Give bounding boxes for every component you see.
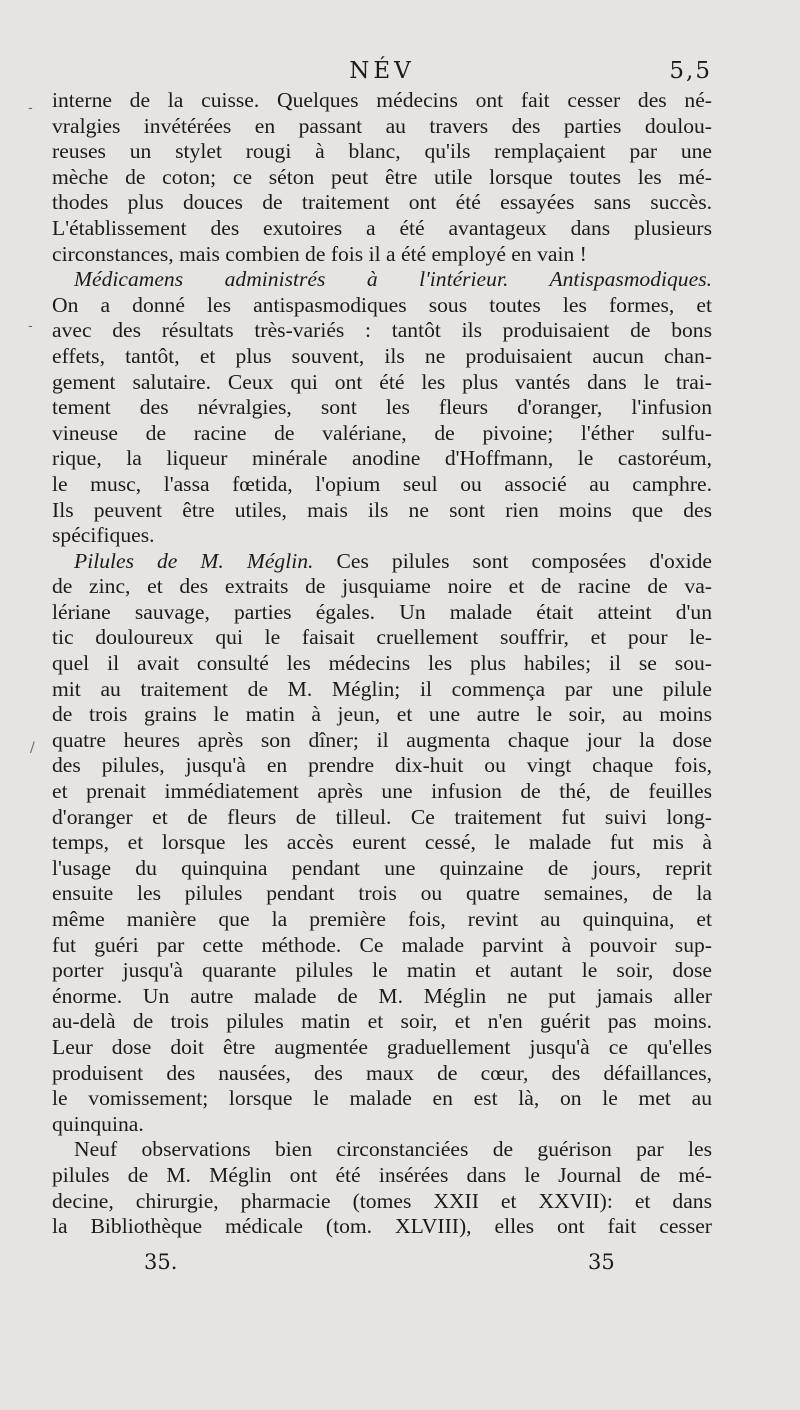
line-text: L'établissement des exutoires a été avantageux dans plusieurs [52, 215, 712, 240]
running-title: NÉV [349, 58, 415, 84]
text-line [52, 1214, 712, 1240]
text-line [52, 498, 712, 524]
line-text: rique, la liqueur minérale anodine d'Hoffmann, le castoréum, [52, 446, 712, 471]
line-text: d'oranger et de fleurs de tilleul. Ce traitement fut suivi long- [52, 804, 712, 829]
text-line [52, 242, 712, 268]
text-line [52, 779, 712, 805]
text-line [52, 651, 712, 677]
line-text: de zinc, et des extraits de jusquiame noire et de racine de va- [52, 574, 712, 599]
line-text: circonstances, mais combien de fois il a été employé en vain ! [52, 241, 587, 266]
text-line [52, 574, 712, 600]
text-line [52, 1137, 712, 1163]
text-line [52, 446, 712, 472]
line-text: spécifiques. [52, 523, 155, 548]
line-text: decine, chirurgie, pharmacie (tomes XXII et XXVII): et dans [52, 1188, 712, 1213]
line-text: fut guéri par cette méthode. Ce malade parvint à pouvoir sup- [52, 932, 712, 957]
page-footer [52, 1250, 712, 1280]
line-text: Ces pilules sont composées d'oxide [313, 548, 712, 573]
line-text: quel il avait consulté les médecins les plus habiles; il se sou- [52, 651, 712, 676]
margin-mark: - [28, 318, 33, 334]
text-line [52, 933, 712, 959]
line-text: quatre heures après son dîner; il augmenta chaque jour la dose [52, 727, 712, 752]
line-text: le musc, l'assa fœtida, l'opium seul ou associé au camphre. [52, 471, 712, 496]
line-text: même manière que la première fois, revint au quinquina, et [52, 907, 712, 931]
text-line [52, 881, 712, 907]
page-number: 5,5 [669, 58, 712, 84]
text-line [52, 421, 712, 447]
page-header [52, 58, 712, 92]
line-text: gement salutaire. Ceux qui ont été les plus vantés dans le trai- [52, 369, 712, 394]
text-line [52, 625, 712, 651]
line-text: de trois grains le matin à jeun, et une autre le soir, au moins [52, 702, 712, 727]
text-line [52, 267, 712, 293]
text-line [52, 1112, 712, 1138]
text-line [52, 1163, 712, 1189]
text-line [52, 523, 712, 549]
line-text: On a donné les antispasmodiques sous toutes les formes, et [52, 292, 712, 317]
line-text: interne de la cuisse. Quelques médecins ont fait cesser des né- [52, 88, 712, 112]
section-heading: Pilules de M. Méglin. [74, 548, 314, 573]
text-line [52, 370, 712, 396]
text-line [52, 114, 712, 140]
text-line [52, 165, 712, 191]
text-line [52, 728, 712, 754]
body-text [52, 88, 712, 1240]
text-line [52, 395, 712, 421]
line-text: mit au traitement de M. Méglin; il commença par une pilule [52, 676, 712, 701]
line-text: temps, et lorsque les accès eurent cessé, le malade fut mis à [52, 830, 712, 855]
text-line [52, 1009, 712, 1035]
text-line [52, 549, 712, 575]
line-text: Ils peuvent être utiles, mais ils ne sont rien moins que des [52, 497, 712, 522]
text-line [52, 472, 712, 498]
line-text: mèche de coton; ce séton peut être utile lorsque toutes les mé- [52, 164, 712, 189]
line-text: reuses un stylet rougi à blanc, qu'ils remplaçaient par une [52, 139, 712, 164]
line-text: porter jusqu'à quarante pilules le matin et autant le soir, dose [52, 958, 712, 983]
text-line [52, 88, 712, 114]
line-text: produisent des nausées, des maux de cœur, des défaillances, [52, 1060, 712, 1085]
line-text: lériane sauvage, parties égales. Un malade était atteint d'un [52, 599, 712, 624]
text-line [52, 190, 712, 216]
line-text: l'usage du quinquina pendant une quinzaine de jours, reprit [52, 855, 712, 880]
line-text: le vomissement; lorsque le malade en est là, on le met au [52, 1086, 712, 1111]
text-line [52, 1189, 712, 1215]
text-line [52, 139, 712, 165]
signature-mark: 35. [144, 1250, 178, 1274]
line-text: au-delà de trois pilules matin et soir, et n'en guérit pas moins. [52, 1009, 712, 1034]
section-heading: Médicamens administrés à l'intérieur. Antispasmodiques. [74, 267, 712, 292]
text-line [52, 677, 712, 703]
text-line [52, 344, 712, 370]
text-line [52, 216, 712, 242]
text-line [52, 1035, 712, 1061]
text-line [52, 318, 712, 344]
line-text: avec des résultats très-variés : tantôt ils produisaient de bons [52, 318, 712, 343]
line-text: et prenait immédiatement après une infusion de thé, de feuilles [52, 779, 712, 804]
line-text: tic douloureux qui le faisait cruellement souffrir, et pour le- [52, 625, 712, 650]
catchword: 35 [588, 1250, 615, 1274]
line-text: des pilules, jusqu'à en prendre dix-huit ou vingt chaque fois, [52, 753, 712, 778]
line-text: vralgies invétérées en passant au travers des parties doulou- [52, 113, 712, 138]
margin-mark: / [30, 740, 35, 756]
text-line [52, 1086, 712, 1112]
text-line [52, 753, 712, 779]
text-line [52, 907, 712, 933]
line-text: la Bibliothèque médicale (tom. XLVIII), elles ont fait cesser [52, 1214, 712, 1239]
line-text: vineuse de racine de valériane, de pivoine; l'éther sulfu- [52, 420, 712, 445]
line-text: Neuf observations bien circonstanciées de guérison par les [74, 1137, 712, 1162]
text-line [52, 293, 712, 319]
line-text: Leur dose doit être augmentée graduellement jusqu'à ce qu'elles [52, 1034, 712, 1059]
text-line [52, 600, 712, 626]
text-line [52, 1061, 712, 1087]
line-text: quinquina. [52, 1111, 144, 1136]
text-line [52, 702, 712, 728]
line-text: thodes plus douces de traitement ont été essayées sans succès. [52, 190, 712, 215]
text-line [52, 856, 712, 882]
text-line [52, 958, 712, 984]
text-line [52, 830, 712, 856]
text-line [52, 984, 712, 1010]
line-text: effets, tantôt, et plus souvent, ils ne produisaient aucun chan- [52, 343, 712, 368]
text-line [52, 805, 712, 831]
line-text: ensuite les pilules pendant trois ou quatre semaines, de la [52, 881, 712, 906]
line-text: énorme. Un autre malade de M. Méglin ne put jamais aller [52, 983, 712, 1008]
margin-mark: - [28, 100, 33, 116]
line-text: tement des névralgies, sont les fleurs d'oranger, l'infusion [52, 395, 712, 420]
line-text: pilules de M. Méglin ont été insérées dans le Journal de mé- [52, 1162, 712, 1187]
